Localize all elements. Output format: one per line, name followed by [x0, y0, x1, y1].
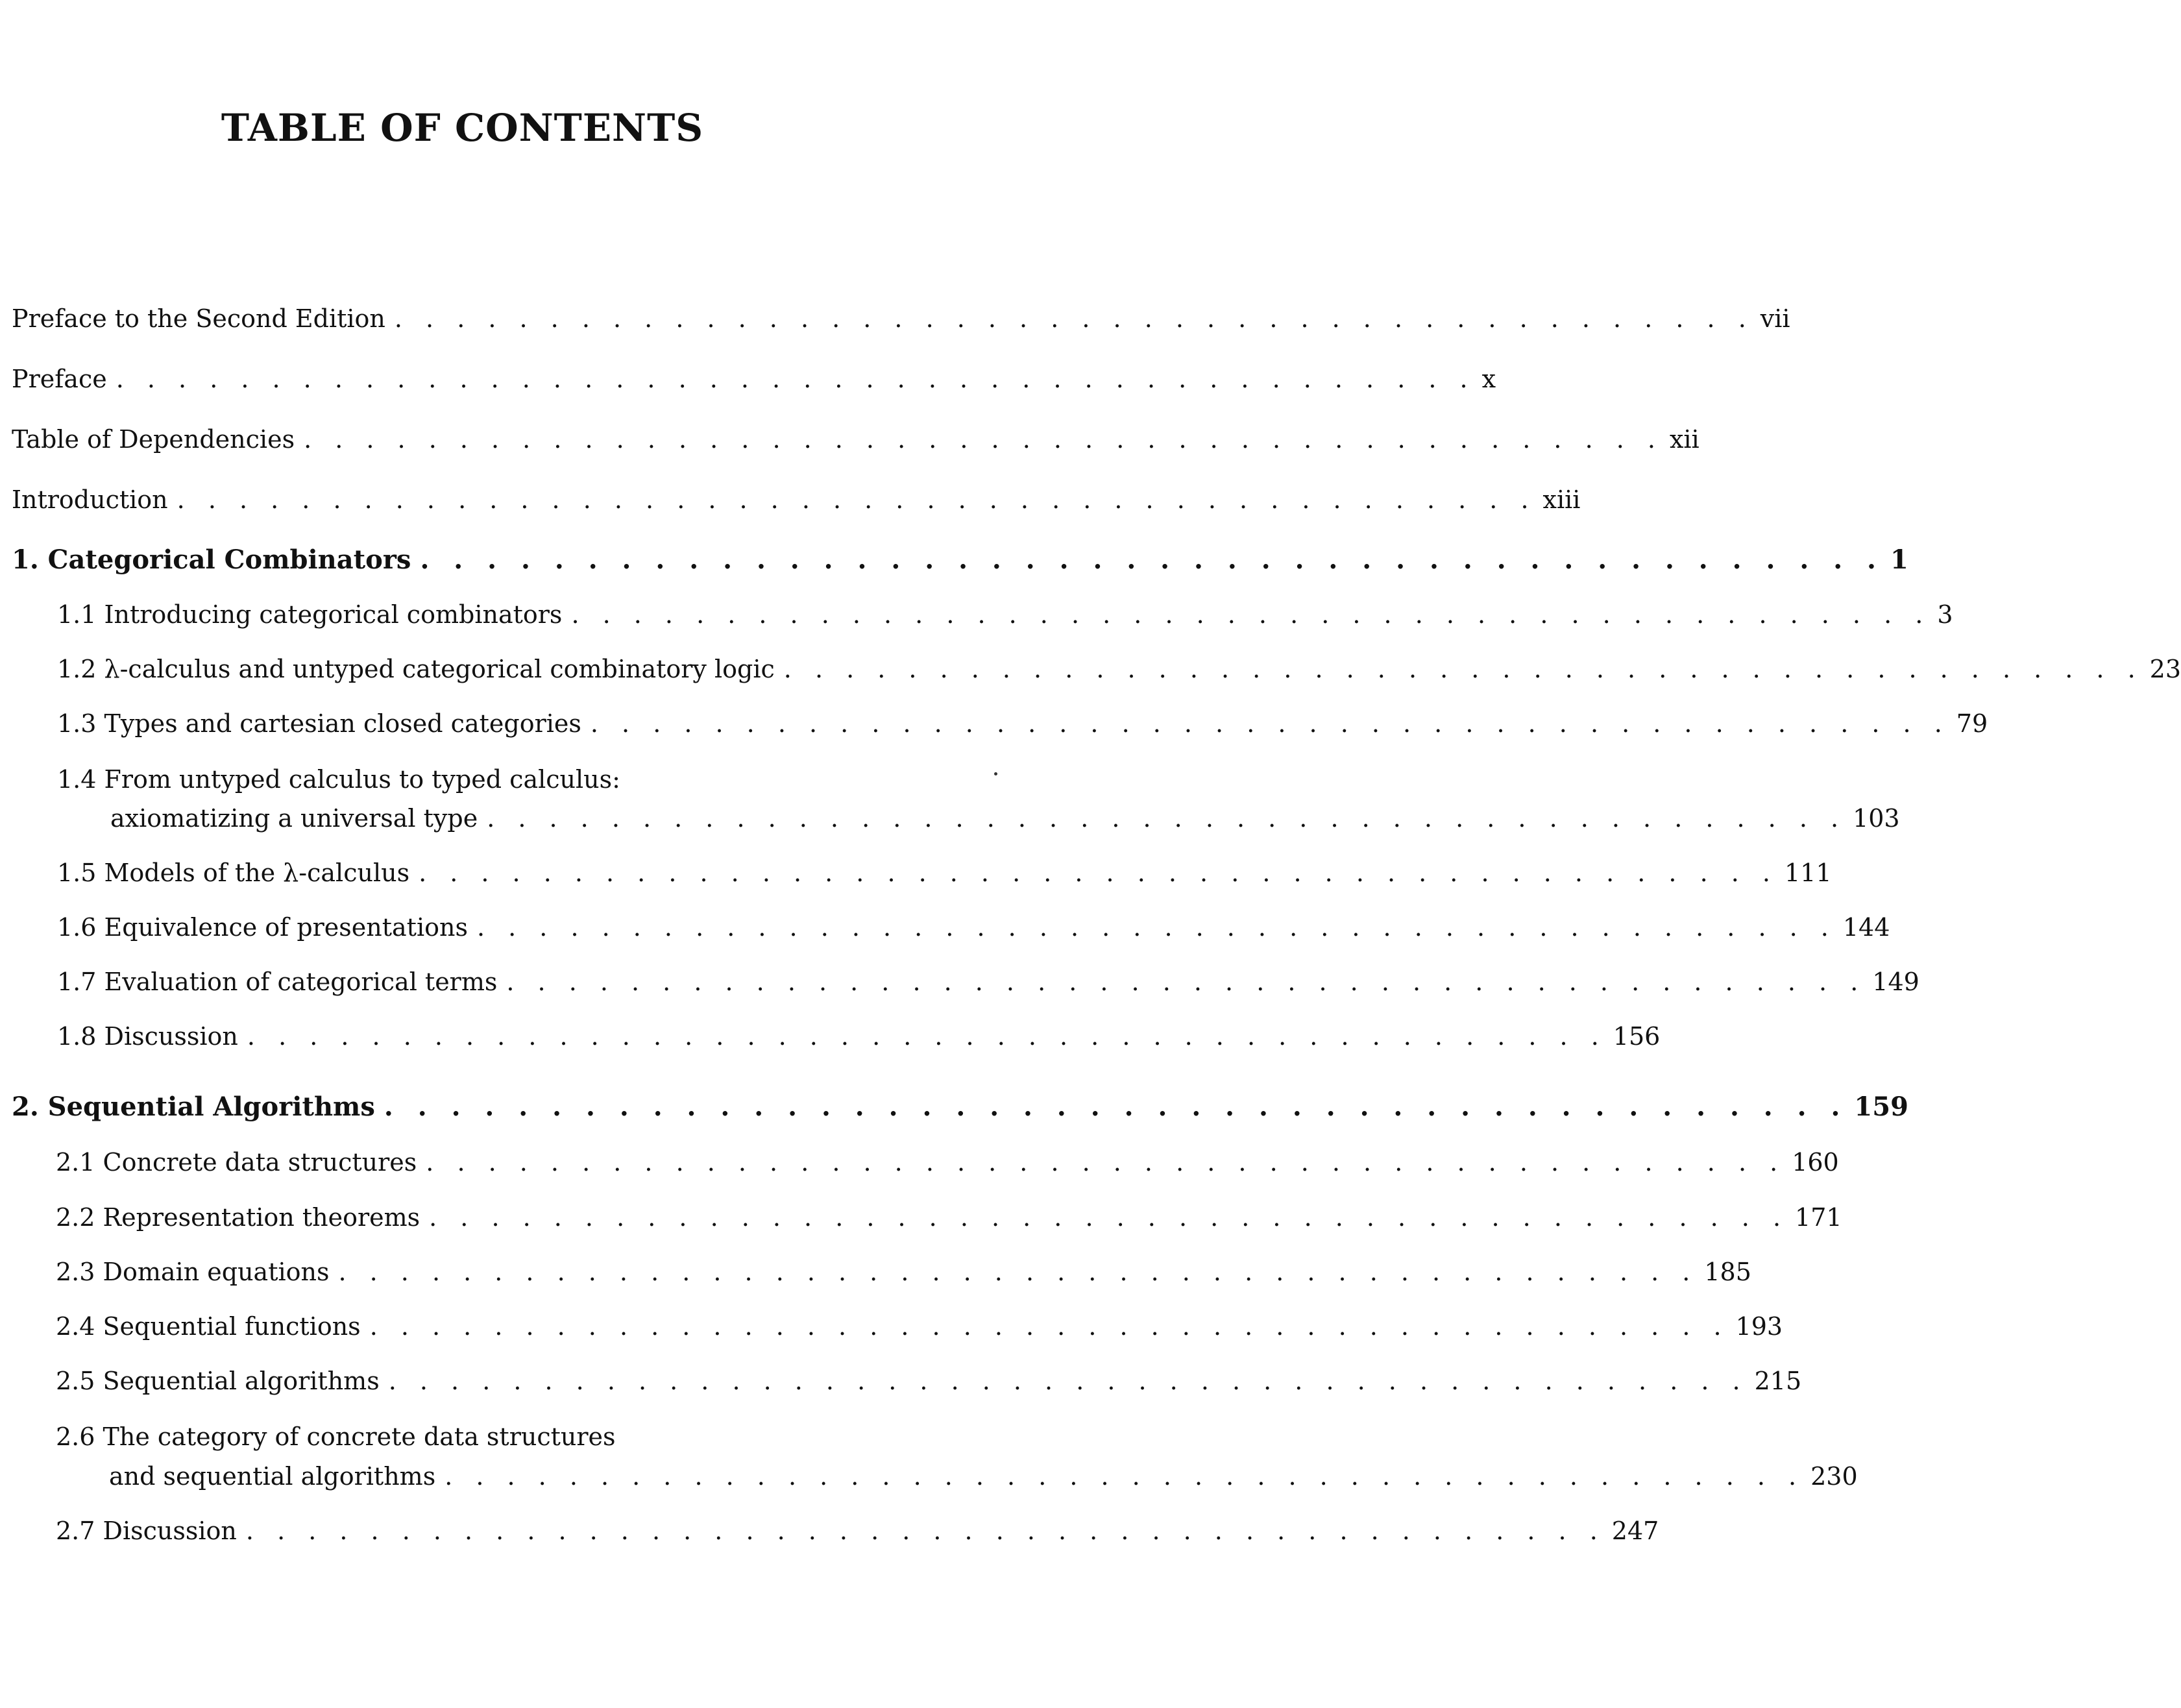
toc-page-number: vii [1760, 304, 1790, 333]
scan-speck [994, 772, 997, 775]
toc-section-1-4-first-line[interactable]: 1.4 From untyped calculus to typed calculus: [57, 765, 620, 794]
dot-leader: . . . . . . . . . . . . . . . . . . . . . . . . . . . . . . . . . . . . . . . . . . . . [426, 1148, 1786, 1177]
toc-section-label: 2.1 Concrete data structures [56, 1148, 417, 1177]
dot-leader: . . . . . . . . . . . . . . . . . . . . . . . . . . . . . . . . . . . . . . . . . . . . [487, 804, 1847, 833]
dot-leader: . . . . . . . . . . . . . . . . . . . . . . . . . . . . . . . . . . . . . . . . . . . . [571, 600, 1931, 629]
toc-page-number: 156 [1613, 1022, 1661, 1051]
toc-entry-label: Table of Dependencies [12, 425, 295, 454]
toc-section-1-6[interactable] [57, 913, 1890, 942]
toc-section-2-5[interactable] [56, 1367, 1802, 1396]
dot-leader: . . . . . . . . . . . . . . . . . . . . . . . . . . . . . . . . . . . . . . . . . . . . [338, 1258, 1698, 1286]
toc-page-number: 193 [1735, 1312, 1783, 1341]
dot-leader: . . . . . . . . . . . . . . . . . . . . . . . . . . . . . . . . . . . . . . . . . . . . [384, 1092, 1848, 1122]
dot-leader: . . . . . . . . . . . . . . . . . . . . . . . . . . . . . . . . . . . . . . . . . . . . [783, 655, 2143, 683]
toc-section-1-5[interactable] [57, 859, 1832, 888]
toc-section-label: 1.8 Discussion [57, 1022, 238, 1051]
toc-page-number: 171 [1795, 1203, 1842, 1232]
toc-section-label: 1.5 Models of the λ-calculus [57, 859, 410, 887]
toc-section-2-3[interactable] [56, 1258, 1751, 1287]
dot-leader: . . . . . . . . . . . . . . . . . . . . . . . . . . . . . . . . . . . . . . . . . . . . [247, 1022, 1607, 1051]
dot-leader: . . . . . . . . . . . . . . . . . . . . . . . . . . . . . . . . . . . . . . . . . . . . [116, 365, 1476, 393]
toc-page-number: 160 [1792, 1148, 1839, 1177]
toc-page-number: xii [1669, 425, 1700, 454]
toc-section-2-4[interactable] [56, 1312, 1783, 1341]
toc-section-label: 2.5 Sequential algorithms [56, 1367, 380, 1395]
toc-page-number: 1 [1890, 544, 1908, 575]
toc-entry-label: Preface [12, 365, 107, 393]
dot-leader: . . . . . . . . . . . . . . . . . . . . . . . . . . . . . . . . . . . . . . . . . . . . [419, 859, 1778, 887]
toc-page-number: 79 [1956, 709, 1988, 738]
dot-leader: . . . . . . . . . . . . . . . . . . . . . . . . . . . . . . . . . . . . . . . . . . . . [388, 1367, 1748, 1395]
dot-leader: . . . . . . . . . . . . . . . . . . . . . . . . . . . . . . . . . . . . . . . . . . . . [476, 913, 1836, 942]
toc-section-1-4[interactable] [110, 804, 1900, 833]
toc-page-number: 23 [2149, 655, 2181, 683]
toc-section-label: 2.2 Representation theorems [56, 1203, 420, 1232]
toc-section-2-1[interactable] [56, 1148, 1839, 1177]
toc-page-number: 159 [1854, 1092, 1908, 1122]
toc-section-1-8[interactable] [57, 1022, 1661, 1051]
dot-leader: . . . . . . . . . . . . . . . . . . . . . . . . . . . . . . . . . . . . . . . . . . . . [245, 1517, 1605, 1545]
toc-page-number: 103 [1853, 804, 1900, 833]
dot-leader: . . . . . . . . . . . . . . . . . . . . . . . . . . . . . . . . . . . . . . . . . . . . [369, 1312, 1729, 1341]
toc-chapter-label: 2. Sequential Algorithms [12, 1092, 375, 1122]
toc-section-label: 1.6 Equivalence of presentations [57, 913, 468, 942]
page-title: TABLE OF CONTENTS [221, 106, 704, 150]
toc-section-label: 1.2 λ-calculus and untyped categorical combinatory logic [57, 655, 775, 683]
toc-entry-label: Preface to the Second Edition [12, 304, 385, 333]
dot-leader: . . . . . . . . . . . . . . . . . . . . . . . . . . . . . . . . . . . . . . . . . . . . [429, 1203, 1789, 1232]
toc-chapter-label: 1. Categorical Combinators [12, 544, 411, 575]
toc-page-number: 149 [1872, 968, 1919, 996]
toc-page-number: 111 [1784, 859, 1832, 887]
toc-page-number: xiii [1542, 485, 1581, 514]
toc-section-label: 1.1 Introducing categorical combinators [57, 600, 563, 629]
toc-section-1-1[interactable] [57, 600, 1953, 629]
toc-section-2-6-first-line[interactable]: 2.6 The category of concrete data structures [56, 1422, 616, 1451]
dot-leader: . . . . . . . . . . . . . . . . . . . . . . . . . . . . . . . . . . . . . . . . . . . . [590, 709, 1950, 738]
toc-page-number: 230 [1810, 1462, 1858, 1491]
toc-entry-label: Introduction [12, 485, 168, 514]
toc-section-label: 2.7 Discussion [56, 1517, 237, 1545]
toc-entry-preface-second-edition[interactable] [12, 304, 1790, 334]
toc-entry-preface[interactable] [12, 365, 1496, 394]
toc-page-number: 185 [1704, 1258, 1751, 1286]
toc-entry-table-of-dependencies[interactable] [12, 425, 1700, 454]
dot-leader: . . . . . . . . . . . . . . . . . . . . . . . . . . . . . . . . . . . . . . . . . . . . [304, 425, 1663, 454]
dot-leader: . . . . . . . . . . . . . . . . . . . . . . . . . . . . . . . . . . . . . . . . . . . . [506, 968, 1866, 996]
toc-chapter-2[interactable] [12, 1092, 1908, 1122]
toc-section-label: 2.4 Sequential functions [56, 1312, 361, 1341]
toc-section-1-3[interactable] [57, 709, 1988, 738]
toc-page-number: 215 [1754, 1367, 1802, 1395]
toc-section-2-7[interactable] [56, 1517, 1659, 1546]
toc-page-number: 144 [1842, 913, 1890, 942]
dot-leader: . . . . . . . . . . . . . . . . . . . . . . . . . . . . . . . . . . . . . . . . . . . . [420, 544, 1884, 575]
toc-section-label: and sequential algorithms [109, 1462, 436, 1491]
toc-page-number: x [1481, 365, 1496, 393]
toc-section-1-2[interactable] [57, 655, 2181, 684]
toc-section-2-6[interactable] [109, 1462, 1858, 1491]
dot-leader: . . . . . . . . . . . . . . . . . . . . . . . . . . . . . . . . . . . . . . . . . . . . [394, 304, 1754, 333]
toc-section-label: 1.3 Types and cartesian closed categories [57, 709, 581, 738]
toc-section-label: axiomatizing a universal type [110, 804, 478, 833]
toc-section-2-2[interactable] [56, 1203, 1842, 1232]
toc-page-number: 3 [1937, 600, 1953, 629]
toc-section-label: 1.7 Evaluation of categorical terms [57, 968, 498, 996]
toc-section-label: 2.3 Domain equations [56, 1258, 330, 1286]
dot-leader: . . . . . . . . . . . . . . . . . . . . . . . . . . . . . . . . . . . . . . . . . . . . [445, 1462, 1805, 1491]
toc-chapter-1[interactable] [12, 544, 1908, 575]
toc-page-number: 247 [1611, 1517, 1659, 1545]
dot-leader: . . . . . . . . . . . . . . . . . . . . . . . . . . . . . . . . . . . . . . . . . . . . [177, 485, 1537, 514]
toc-section-1-7[interactable] [57, 968, 1919, 997]
toc-entry-introduction[interactable] [12, 485, 1581, 515]
